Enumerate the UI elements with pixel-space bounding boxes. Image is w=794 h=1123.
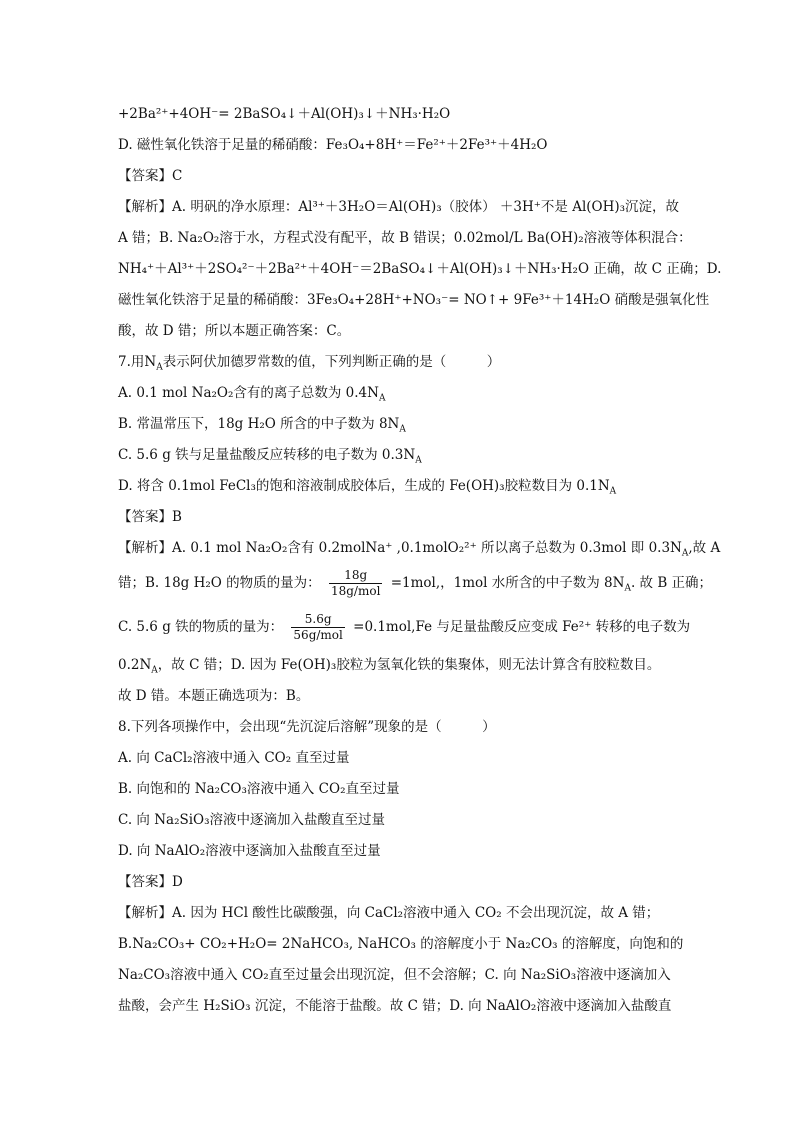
- option-b-q8: B. 向饱和的 Na₂CO₃溶液中通入 CO₂直至过量: [118, 781, 400, 797]
- analysis-q7-line-2-end: =1mol,，1mol 水所含的中子数为 $8N_A$. 故 B 正确；: [390, 575, 713, 594]
- option-c-q8: C. 向 Na₂SiO₃溶液中逐滴加入盐酸直至过量: [118, 812, 386, 828]
- option-a-q8: A. 向 CaCl₂溶液中通入 CO₂ 直至过量: [118, 750, 350, 766]
- option-b-q7: B. 常温常压下，18g H₂O 所含的中子数为 $8N_A$: [118, 416, 406, 435]
- analysis-q8-line-4: 盐酸，会产生 H₂SiO₃ 沉淀，不能溶于盐酸。故 C 错；D. 向 NaAlO₂溶液中逐滴加入盐酸直: [118, 998, 672, 1014]
- option-d-q6: D. 磁性氧化铁溶于足量的稀硝酸：Fe₃O₄+8H⁺＝Fe²⁺＋2Fe³⁺＋4H₂O: [118, 137, 548, 153]
- fraction-denominator: 18g/mol: [330, 584, 381, 598]
- analysis-q7-line-2-start: 错；B. 18g H₂O 的物质的量为：: [118, 575, 321, 591]
- analysis-q6-line-1: 【解析】A. 明矾的净水原理：Al³⁺＋3H₂O＝Al(OH)₃（胶体） ＋3H⁺不是 Al(OH)₃沉淀，故: [118, 199, 680, 215]
- option-a-q7: A. 0.1 mol Na₂O₂含有的离子总数为 $0.4N_A$: [118, 385, 386, 404]
- analysis-q7-line-1: 【解析】A. 0.1 mol Na₂O₂含有 0.2molNa⁺ ,0.1molO₂²⁺ 所以离子总数为 0.3mol 即 $0.3N_A$,故 A: [118, 540, 721, 559]
- analysis-q8-line-1: 【解析】A. 因为 HCl 酸性比碳酸强，向 CaCl₂溶液中通入 CO₂ 不会出现沉淀，故 A 错；: [118, 905, 660, 921]
- option-c-q7: C. 5.6 g 铁与足量盐酸反应转移的电子数为 $0.3N_A$: [118, 447, 422, 466]
- analysis-q7-line-3: [118, 612, 690, 643]
- text-line-1: +2Ba²⁺+4OH⁻= 2BaSO₄↓＋Al(OH)₃↓＋NH₃·H₂O: [118, 106, 451, 122]
- question-7: 7.用$N_A$表示阿伏加德罗常数的值，下列判断正确的是（ ）: [118, 354, 501, 373]
- option-d-q7: D. 将含 0.1mol FeCl₃的饱和溶液制成胶体后，生成的 Fe(OH)₃胶粒数目为 $0.1N_A$: [118, 478, 617, 497]
- question-8: 8.下列各项操作中，会出现“先沉淀后溶解”现象的是（ ）: [118, 719, 496, 735]
- analysis-q7-line-5: 故 D 错。本题正确选项为：B。: [118, 688, 310, 704]
- analysis-q6-line-3: NH₄⁺＋Al³⁺＋2SO₄²⁻＋2Ba²⁺＋4OH⁻＝2BaSO₄↓＋Al(OH)₃↓＋NH₃·H₂O 正确，故 C 正确；D.: [118, 261, 722, 277]
- analysis-q6-line-2: A 错；B. Na₂O₂溶于水，方程式没有配平，故 B 错误；0.02mol/L Ba(OH)₂溶液等体积混合：: [118, 230, 692, 246]
- answer-q6: 【答案】C: [118, 168, 183, 184]
- fraction-18g: [329, 568, 382, 599]
- analysis-q8-line-3: Na₂CO₃溶液中通入 CO₂直至过量会出现沉淀，但不会溶解；C. 向 Na₂SiO₃溶液中逐滴加入: [118, 967, 671, 983]
- analysis-q7-line-3-start: C. 5.6 g 铁的物质的量为：: [118, 619, 284, 635]
- answer-q7: 【答案】B: [118, 509, 182, 525]
- analysis-q8-line-2: B.Na₂CO₃+ CO₂+H₂O= 2NaHCO₃, NaHCO₃ 的溶解度小于 Na₂CO₃ 的溶解度，向饱和的: [118, 936, 684, 952]
- analysis-q7-line-4: $0.2N_A$，故 C 错；D. 因为 Fe(OH)₃胶粒为氢氧化铁的集聚体，则无法计算含有胶粒数目。: [118, 657, 661, 676]
- fraction-5-6g: [291, 612, 344, 643]
- analysis-q7-line-2: [118, 568, 712, 599]
- fraction-denominator: 56g/mol: [293, 628, 343, 642]
- option-d-q8: D. 向 NaAlO₂溶液中逐滴加入盐酸直至过量: [118, 843, 381, 859]
- answer-q8: 【答案】D: [118, 874, 183, 890]
- analysis-q6-line-5: 酸，故 D 错；所以本题正确答案：C。: [118, 323, 351, 339]
- fraction-numerator: 18g: [329, 568, 382, 584]
- analysis-q6-line-4: 磁性氧化铁溶于足量的稀硝酸：3Fe₃O₄+28H⁺+NO₃⁻= NO↑+ 9Fe³⁺＋14H₂O 硝酸是强氧化性: [118, 292, 710, 308]
- fraction-numerator: 5.6g: [291, 612, 344, 628]
- analysis-q7-line-3-end: =0.1mol,Fe 与足量盐酸反应变成 Fe²⁺ 转移的电子数为: [353, 619, 691, 635]
